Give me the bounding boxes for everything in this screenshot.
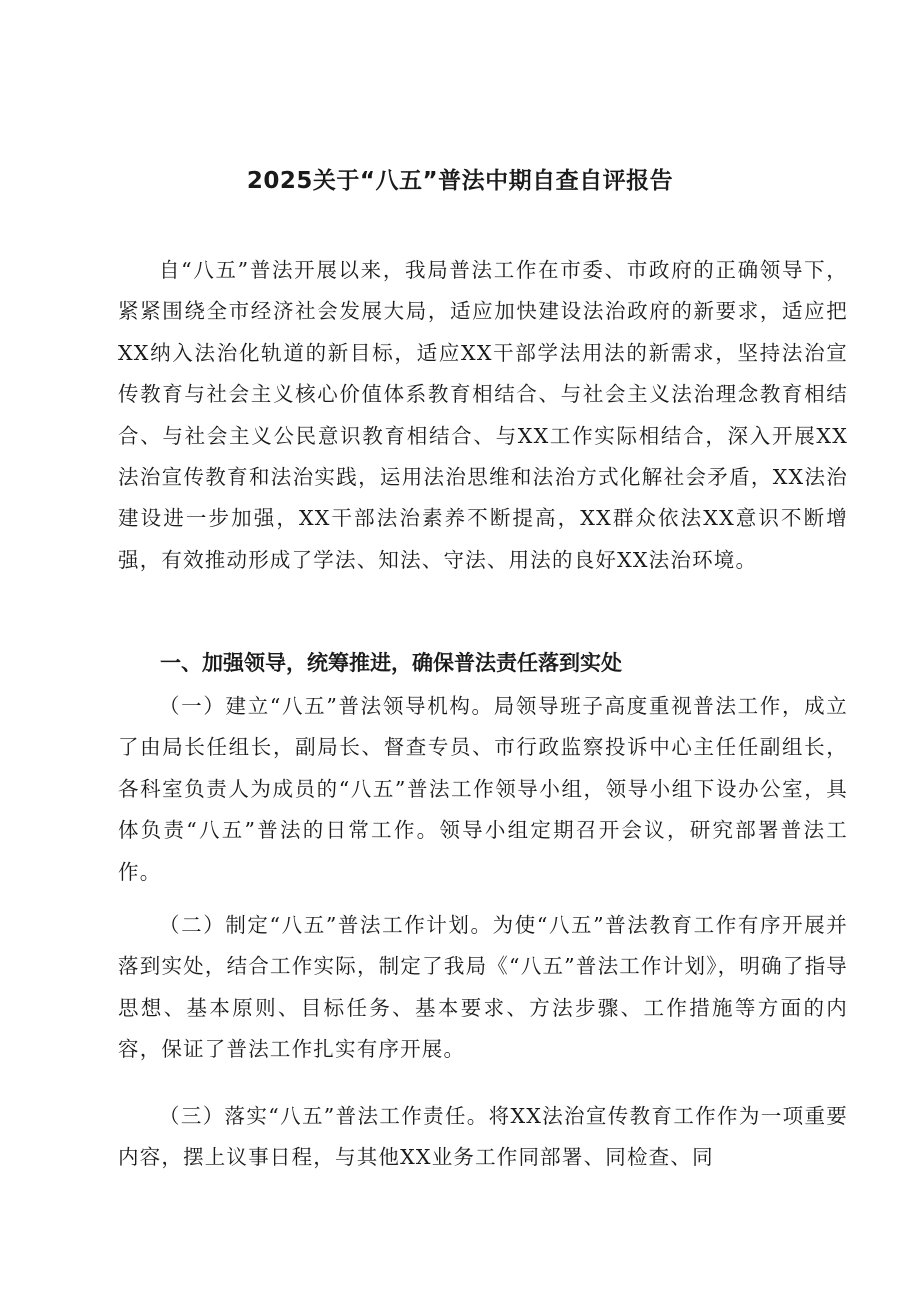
section-1-paragraph-2: （二）制定“八五”普法工作计划。为使“八五”普法教育工作有序开展并落到实处，结合工作实际，制定了我局《“八五”普法工作计划》，明确了指导思想、基本原则、目标任务、基本要求、方法步骤、工作措施等方面的内容，保证了普法工作扎实有序开展。 [118,913,848,1062]
section-1-paragraph-3: （三）落实“八五”普法工作责任。将XX法治宣传教育工作作为一项重要内容，摆上议事日程，与其他XX业务工作同部署、同检查、同 [118,1104,848,1170]
section-1-heading: 一、加强领导，统筹推进，确保普法责任落到实处 [160,651,622,675]
document-title: 2025关于“八五”普法中期自查自评报告 [246,168,674,194]
intro-paragraph: 自“八五”普法开展以来，我局普法工作在市委、市政府的正确领导下，紧紧围绕全市经济社会发展大局，适应加快建设法治政府的新要求，适应把XX纳入法治化轨道的新目标，适应XX干部学法用法的新需求，坚持法治宣传教育与社会主义核心价值体系教育相结合、与社会主义法治理念教育相结合、与社会主义公民意识教育相结合、与XX工作实际相结合，深入开展XX法治宣传教育和法治实践，运用法治思维和法治方式化解社会矛盾，XX法治建设进一步加强，XX干部法治素养不断提高，XX群众依法XX意识不断增强，有效推动形成了学法、知法、守法、用法的良好XX法治环境。 [118,258,848,572]
section-1-paragraph-1: （一）建立“八五”普法领导机构。局领导班子高度重视普法工作，成立了由局长任组长，副局长、督查专员、市行政监察投诉中心主任任副组长，各科室负责人为成员的“八五”普法工作领导小组，领导小组下设办公室，具体负责“八五”普法的日常工作。领导小组定期召开会议，研究部署普法工作。 [118,694,848,884]
